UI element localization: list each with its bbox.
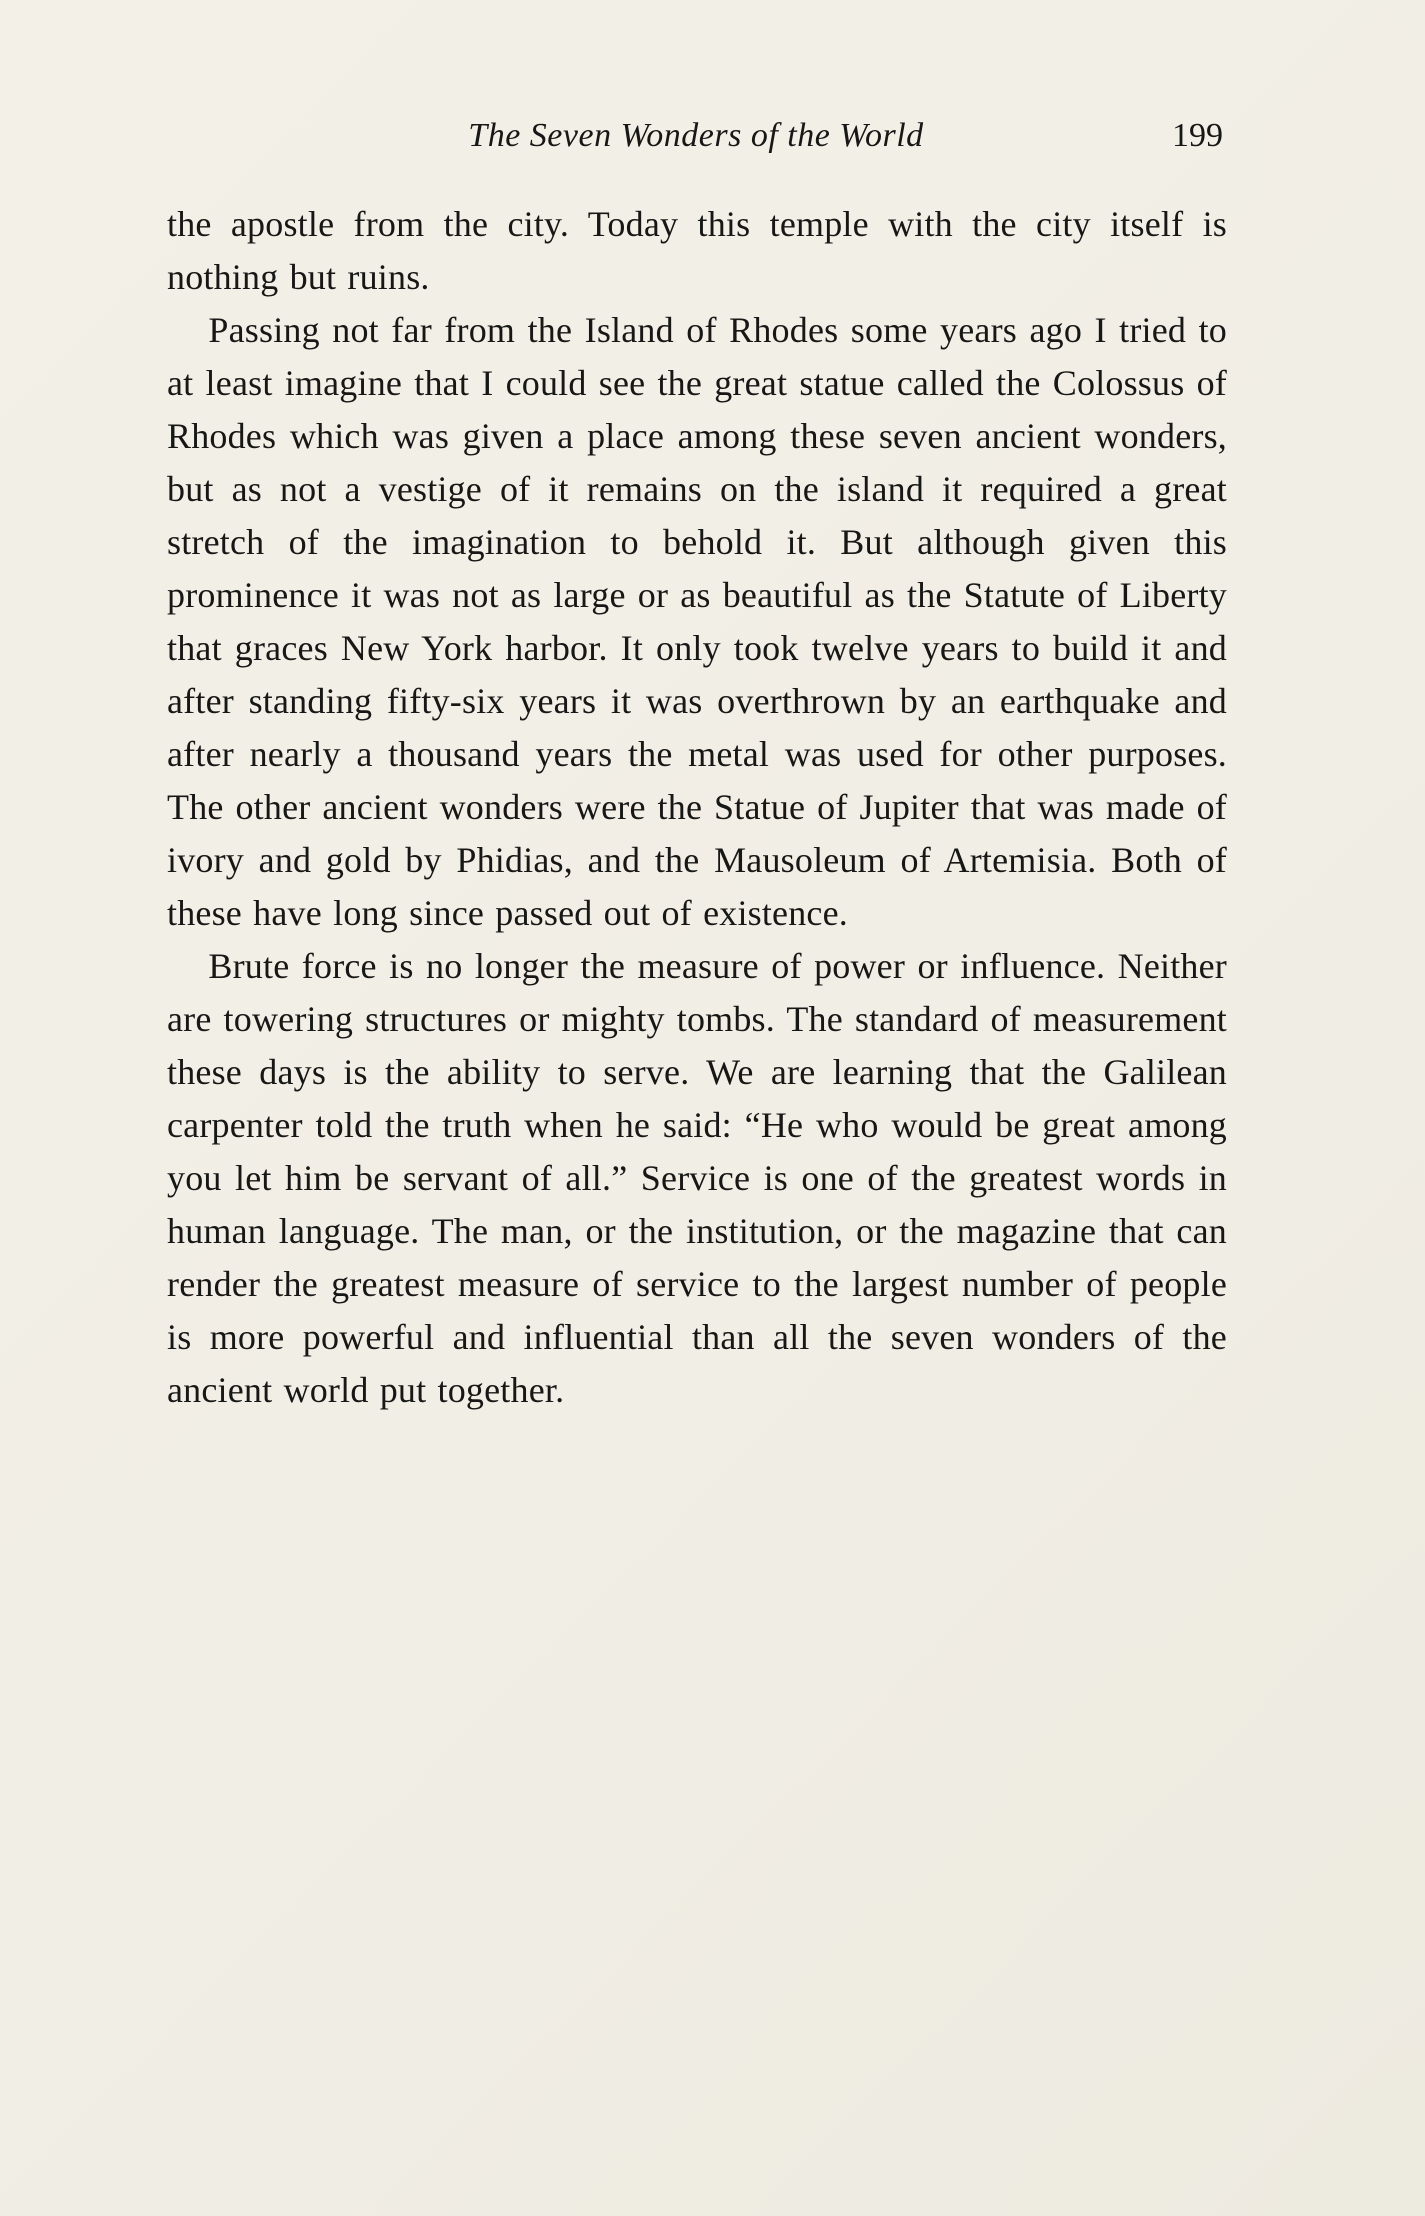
paragraph-continuation: the apostle from the city. Today this temple with the city itself is nothing but ruins.	[167, 204, 1227, 297]
paragraph-colossus: Passing not far from the Island of Rhodes some years ago I tried to at least imagine that I could see the great statue called the Colossus of Rhodes which was given a place among these seven ancient wonders, but as not a vestige of it remains on the island it required a great stretch of the imagination to behold it. But although given this prominence it was not as large or as beautiful as the Statute of Liberty that graces New York harbor. It only took twelve years to build it and after standing fifty-six years it was overthrown by an earthquake and after nearly a thousand years the metal was used for other purposes. The other ancient wonders were the Statue of Jupiter that was made of ivory and gold by Phidias, and the Mausoleum of Artemisia. Both of these have long since passed out of existence.	[167, 310, 1227, 933]
running-header-title: The Seven Wonders of the World	[468, 117, 924, 154]
body-text-block	[167, 198, 1227, 1417]
page-number: 199	[1172, 117, 1223, 154]
paragraph-service: Brute force is no longer the measure of power or influence. Neither are towering structures or mighty tombs. The standard of measurement these days is the ability to serve. We are learning that the Galilean carpenter told the truth when he said: “He who would be great among you let him be servant of all.” Service is one of the greatest words in human language. The man, or the institution, or the magazine that can render the greatest measure of service to the largest number of people is more powerful and influential than all the seven wonders of the ancient world put together.	[167, 946, 1227, 1410]
running-header	[167, 112, 1225, 160]
